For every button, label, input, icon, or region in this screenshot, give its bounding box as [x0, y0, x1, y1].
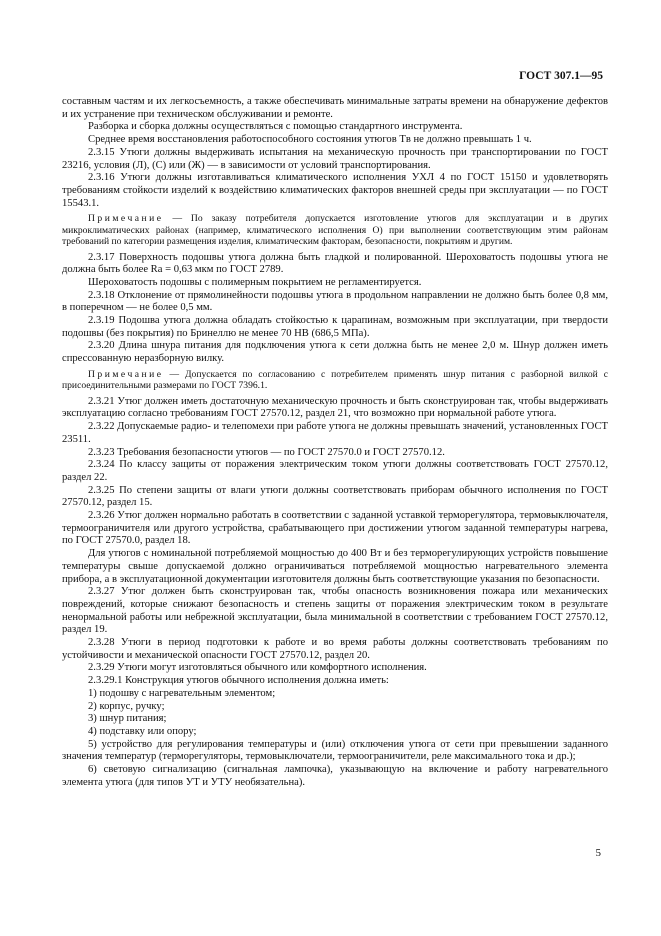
list-item: 4) подставку или опору; [88, 725, 197, 737]
list-item: 3) шнур питания; [88, 713, 167, 725]
paragraph: 2.3.18 Отклонение от прямолинейности подошвы утюга в продольном направлении не должно быть более 0,8 мм, в поперечном — не более 0,5 мм. [62, 289, 608, 314]
paragraph: 2.3.17 Поверхность подошвы утюга должна быть гладкой и полированной. Шероховатость подошвы утюга не должна быть более Ra = 0,63 мкм по ГОСТ 2789. [62, 251, 608, 276]
list-item: 6) световую сигнализацию (сигнальная лампочка), указывающую на включение и работу нагревательного элемента утюга (для типов УТ и УТУ необязательна). [62, 764, 608, 788]
document-header: ГОСТ 307.1—95 [519, 70, 603, 82]
paragraph: 2.3.24 По классу защиты от поражения электрическим током утюги должны соответствовать ГОСТ 27570.12, раздел 22. [62, 459, 608, 483]
paragraph: 2.3.19 Подошва утюга должна обладать стойкостью к царапинам, возможным при эксплуатации, при твердости подошвы (без покрытия) по Бринеллю не менее 70 НВ (686,5 МПа). [62, 315, 608, 339]
note-label: Примечание [88, 368, 164, 380]
paragraph: составным частям и их легкосъемность, а также обеспечивать минимальные затраты времени на обнаружение дефектов и их устранение при техническом обслуживании и ремонте. [62, 96, 608, 120]
paragraph: 2.3.15 Утюги должны выдерживать испытания на механическую прочность при транспортировании по ГОСТ 23216, условия (Л), (С) или (Ж) — в зависимости от условий транспортирования. [62, 146, 608, 171]
paragraph: 2.3.29.1 Конструкция утюгов обычного исполнения должна иметь: [88, 675, 389, 687]
note-paragraph [62, 369, 608, 392]
page-number: 5 [595, 847, 601, 859]
note-text: — Допускается по согласованию с потребителем применять шнур питания с разборной вилкой с присоединительными размерами по ГОСТ 7396.1. [62, 368, 608, 392]
paragraph: 2.3.16 Утюги должны изготавливаться климатического исполнения УХЛ 4 по ГОСТ 15150 и удовлетворять требованиям стойкости изделий к воздействию климатических факторов внешней среды при эксплуатации — по ГОСТ 15543.1. [62, 172, 608, 209]
paragraph: 2.3.29 Утюги могут изготовляться обычного или комфортного исполнения. [88, 662, 427, 674]
paragraph: 2.3.23 Требования безопасности утюгов — по ГОСТ 27570.0 и ГОСТ 27570.12. [88, 446, 445, 458]
paragraph: 2.3.28 Утюги в период подготовки к работе и во время работы должны соответствовать требованиям по устойчивости и механической опасности ГОСТ 27570.12, раздел 20. [62, 637, 608, 661]
note-paragraph [62, 213, 608, 247]
paragraph: 2.3.25 По степени защиты от влаги утюги должны соответствовать приборам обычного исполнения по ГОСТ 27570.12, раздел 15. [62, 484, 608, 509]
note-label: Примечание [88, 213, 164, 225]
list-item: 1) подошву с нагревательным элементом; [88, 687, 276, 699]
paragraph: 2.3.22 Допускаемые радио- и телепомехи при работе утюга не должны превышать значений, установленных ГОСТ 23511. [62, 421, 608, 445]
paragraph: Шероховатость подошвы с полимерным покрытием не регламентируется. [88, 276, 422, 288]
paragraph: 2.3.21 Утюг должен иметь достаточную механическую прочность и быть сконструирован так, чтобы выдерживать эксплуатацию согласно требованиям ГОСТ 27570.12, раздел 21, что возможно при нормальной работе утюга. [62, 395, 608, 420]
paragraph: Среднее время восстановления работоспособного состояния утюгов Tв не должно превышать 1 ч. [88, 134, 532, 146]
note-text: — По заказу потребителя допускается изготовление утюгов для эксплуатации и в других микроклиматических районах (например, климатического исполнения О) при выполнении соответствующим этим районам требований по категории размещения изделия, климатическим факторам, безопасности, покрытиям и другим. [62, 213, 608, 248]
paragraph: 2.3.26 Утюг должен нормально работать в соответствии с заданной уставкой терморегулятора, термовыключателя, термоограничителя или другого устройства, срабатывающего при достижении утюгом заданной температуры нагрева, по ГОСТ 27570.0, раздел 18. [62, 510, 608, 547]
paragraph: Разборка и сборка должны осуществляться с помощью стандартного инструмента. [88, 121, 463, 133]
document-body [62, 96, 608, 789]
list-item: 5) устройство для регулирования температуры и (или) отключения утюга от сети при превышении заданного значения температур (терморегуляторы, термовыключатели, термоограничители, реле максимального тока и др.); [62, 738, 608, 763]
paragraph: 2.3.20 Длина шнура питания для подключения утюга к сети должна быть не менее 2,0 м. Шнур должен иметь спрессованную неразборную вилку. [62, 340, 608, 365]
paragraph: 2.3.27 Утюг должен быть сконструирован так, чтобы опасность возникновения пожара или механических повреждений, которые снижают безопасность и степень защиты от поражения электрическим током в результате ненормальной работы или небрежной эксплуатации, была минимальной в соответствии с требованием ГОСТ 27570.12, раздел 19. [62, 586, 608, 636]
list-item: 2) корпус, ручку; [88, 700, 165, 712]
paragraph: Для утюгов с номинальной потребляемой мощностью до 400 Вт и без терморегулирующих устройств повышение температуры свыше допускаемой должно ограничиваться потребляемой мощностью нагревательного элемента прибора, а в эксплуатационной документации изготовителя должны быть соответствующие указания по безопасности. [62, 548, 608, 585]
